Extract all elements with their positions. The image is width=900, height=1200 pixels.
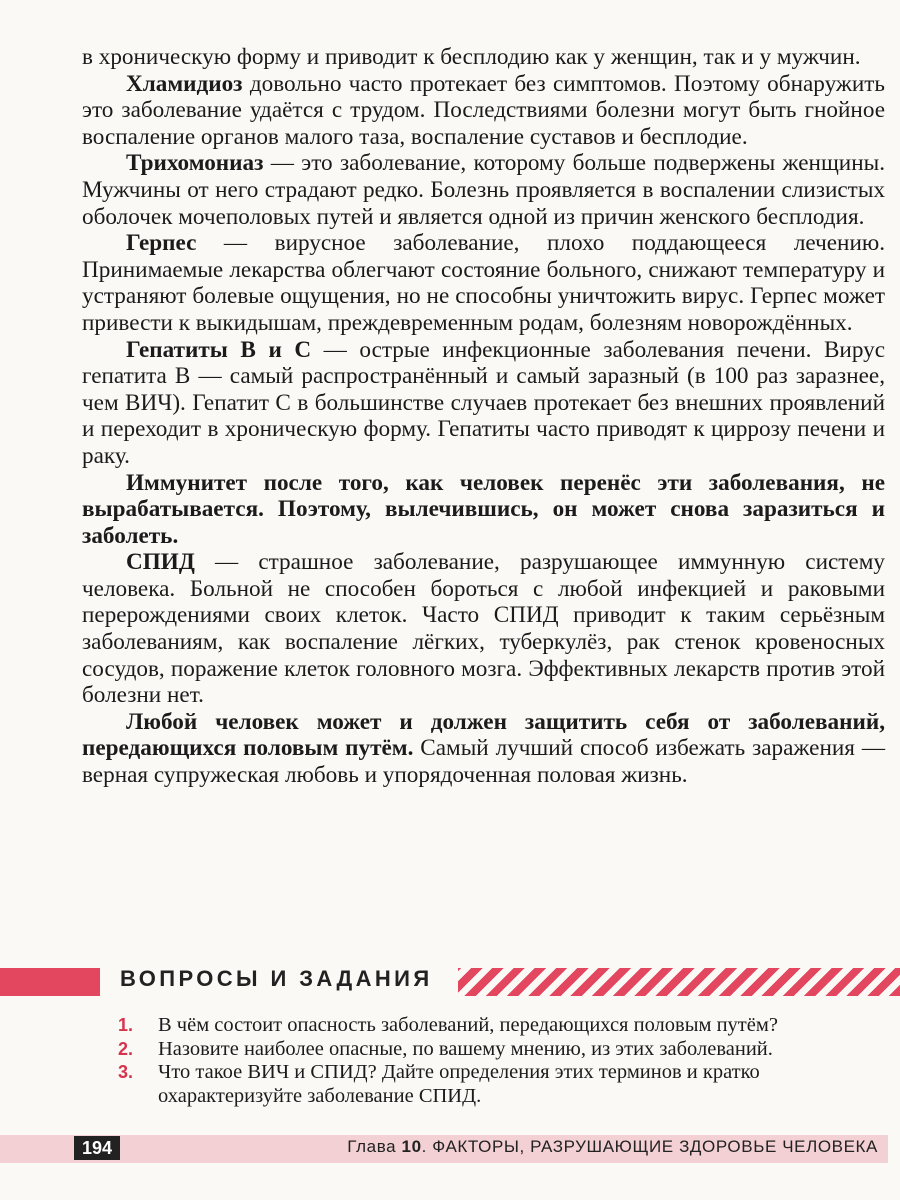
- term-aids: СПИД: [126, 549, 195, 576]
- term-hepatitis: Гепатиты В и С: [126, 336, 312, 363]
- text-hepatitis: — острые инфекционные заболевания печени. Вирус гепатита В — самый распространённый и самый заразный (в 100 раз заразнее, чем ВИЧ). Гепатит С в большинстве случаев протекает без внешних проявлений и переходит в хроническую форму. Гепатиты часто приводят к циррозу печени и раку.: [82, 336, 885, 469]
- text-trichomoniasis: — это заболевание, которому больше подвержены женщины. Мужчины от него страдают редко. Болезнь проявляется в воспалении слизистых оболочек мочеполовых путей и является одной из причин женского бесплодия.: [82, 150, 885, 230]
- paragraph-aids: [82, 549, 885, 709]
- header-accent-bar: [0, 968, 100, 996]
- paragraph-trichomoniasis: [82, 150, 885, 230]
- chapter-number: 10: [401, 1137, 422, 1156]
- question-text: Что такое ВИЧ и СПИД? Дайте определения этих терминов и кратко охарактеризуйте заболевание СПИД.: [158, 1061, 760, 1107]
- question-number: 1.: [118, 1015, 134, 1035]
- text-aids: — страшное заболевание, разрушающее иммунную систему человека. Больной не способен бороться с любой инфекцией и раковыми перерождениями своих клеток. Часто СПИД приводит к таким серьёзным заболеваниям, как воспаление лёгких, туберкулёз, рак стенок кровеносных сосудов, поражение клеток головного мозга. Эффективных лекарств против этой болезни нет.: [82, 549, 885, 709]
- questions-section-header: [0, 964, 900, 1002]
- question-number: 3.: [118, 1062, 134, 1082]
- question-text: Назовите наиболее опасные, по вашему мнению, из этих заболеваний.: [158, 1037, 773, 1060]
- text-herpes: — вирусное заболевание, плохо поддающееся лечению. Принимаемые лекарства облегчают состояние больного, снижают температуру и устраняют болевые ощущения, но не способны уничтожить вирус. Герпес может привести к выкидышам, преждевременным родам, болезням новорождённых.: [82, 230, 885, 336]
- questions-list: [118, 1014, 888, 1108]
- immunity-statement: Иммунитет после того, как человек перенёс эти заболевания, не вырабатывается. Поэтому, вылечившись, он может снова заразиться и заболеть.: [82, 469, 885, 549]
- paragraph-hepatitis: [82, 337, 885, 470]
- paragraph-herpes: [82, 230, 885, 336]
- question-item: [118, 1038, 888, 1062]
- term-chlamydia: Хламидиоз: [126, 70, 243, 97]
- text-protection: Самый лучший способ избежать заражения — верная супружеская любовь и упорядоченная половая жизнь.: [82, 735, 886, 789]
- question-item: [118, 1061, 888, 1108]
- page-number: 194: [74, 1136, 120, 1160]
- term-herpes: Герпес: [126, 230, 197, 257]
- header-stripe-band: [458, 968, 900, 996]
- text-chlamydia: довольно часто протекает без симптомов. Поэтому обнаружить это заболевание удаётся с трудом. Последствиями болезни могут быть гнойное воспаление органов малого таза, воспаление суставов и бесплодие.: [82, 70, 885, 150]
- question-number: 2.: [118, 1038, 134, 1059]
- question-item: [118, 1014, 888, 1038]
- page-footer: [0, 1130, 900, 1168]
- paragraph-protection: [82, 709, 885, 789]
- chapter-word: Глава: [347, 1137, 402, 1156]
- term-trichomoniasis: Трихомониаз: [126, 150, 264, 177]
- chapter-name: . ФАКТОРЫ, РАЗРУШАЮЩИЕ ЗДОРОВЬЕ ЧЕЛОВЕКА: [421, 1137, 878, 1156]
- question-text: В чём состоит опасность заболеваний, передающихся половым путём?: [158, 1014, 778, 1036]
- paragraph-intro: в хроническую форму и приводит к бесплодию как у женщин, так и у мужчин.: [82, 44, 861, 70]
- section-title: ВОПРОСЫ И ЗАДАНИЯ: [120, 966, 433, 991]
- paragraph-chlamydia: [82, 71, 885, 151]
- body-text: [82, 44, 885, 789]
- paragraph-immunity: [82, 470, 885, 550]
- chapter-title: [347, 1137, 878, 1157]
- protection-statement: Любой человек может и должен защитить себя от заболеваний, передающихся половым путём.: [82, 708, 885, 762]
